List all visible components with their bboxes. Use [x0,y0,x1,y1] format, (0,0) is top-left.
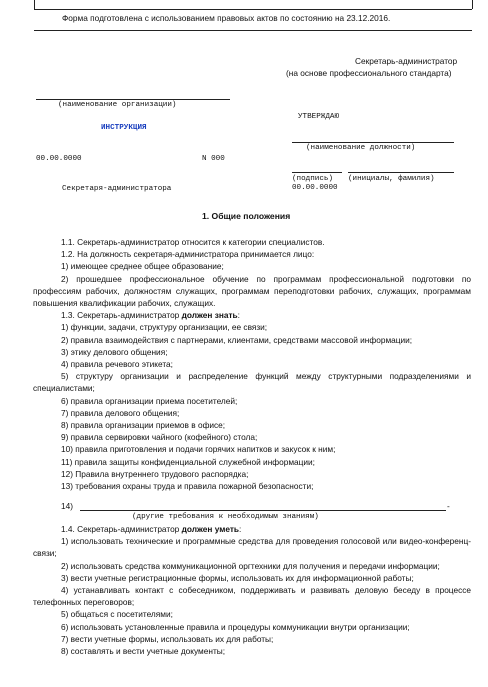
section-title: 1. Общие положения [202,211,291,221]
item-14-caption: (другие требования к необходимым знаниям) [132,513,319,521]
item-14-blank-line [80,510,446,511]
list-item: 5) общаться с посетителями; [61,609,173,620]
para-1-4-prefix: 1.4. Секретарь-администратор [61,524,182,534]
list-item: 11) правила защиты конфиденциальной служебной информации; [61,456,315,467]
approve-date: 00.00.0000 [292,184,338,192]
para-1-3-bold: должен знать [181,310,238,321]
list-item: 8) составлять и вести учетные документы; [61,646,226,657]
para-1-4-bold: должен уметь [181,524,240,534]
doc-number: N 000 [202,155,225,163]
list-item: 4) устанавливать контакт с собеседником, поддерживать и развивать деловую беседу в процессе телефонных переговоров; [33,585,471,608]
list-item: 2) прошедшее профессиональное обучение по программам профессиональной подготовки по профессиям рабочих, должностям служащих, программам переподготовки рабочих, служащих, программам повышения квалификации рабочих, служащих. [33,273,471,309]
doc-subject: Секретаря-администратора [62,185,172,193]
para-1-1: 1.1. Секретарь-администратор относится к категории специалистов. [61,237,325,247]
frame-top-rule [34,9,472,10]
list-item: 7) вести учетные формы, использовать их для работы; [61,633,274,644]
list-item: 1) имеющее среднее общее образование; [61,261,224,272]
item-14-number: 14) [61,501,73,511]
approve-position-line [292,142,454,143]
list-item: 13) требования охраны труда и правила пожарной безопасности; [61,481,314,492]
position-title: Секретарь-администратор [355,56,458,66]
list-item: 7) правила делового общения; [61,407,180,418]
list-item: 9) правила сервировки чайного (кофейного) стола; [61,432,258,443]
frame-right-edge [472,0,473,9]
item-14-tail: - [447,501,450,511]
list-item: 4) правила речевого этикета; [61,359,173,370]
list-item: 6) правила организации приема посетителей; [61,395,238,406]
header-note: Форма подготовлена с использованием правовых актов по состоянию на 23.12.2016. [62,13,391,23]
approve-name-line [348,172,454,173]
frame-left-edge [34,0,35,9]
list-item: 12) Правила внутреннего трудового распорядка; [61,468,249,479]
position-subtitle: (на основе профессионального стандарта) [286,68,452,78]
list-item: 1) функции, задачи, структуру организации, ее связи; [61,322,268,333]
org-line [36,99,230,100]
list-item: 8) правила организации приемов в офисе; [61,420,226,431]
list-item: 6) использовать установленные правила и процедуры коммуникации внутри организации; [61,621,410,632]
para-1-2: 1.2. На должность секретаря-администратора принимается лицо: [61,249,315,260]
approve-word: УТВЕРЖДАЮ [298,113,340,121]
list-item: 2) использовать средства коммуникационной оргтехники для получения и передачи информации; [61,560,440,571]
list-item: 10) правила приготовления и подачи горячих напитков и закусок к ним; [61,444,336,455]
approve-signature-line [292,172,342,173]
para-1-3 [33,309,471,321]
list-item: 3) вести учетные регистрационные формы, использовать их для информационной работы; [61,572,414,583]
approve-position-caption: (наименование должности) [306,144,416,152]
doc-date: 00.00.0000 [36,155,82,163]
list-item: 5) структуру организации и распределение функций между структурными подразделениями и специалистами; [33,371,471,394]
list-item: 3) этику делового общения; [61,346,168,357]
approve-name-caption: (инициалы, фамилия) [348,175,435,183]
list-item: 1) использовать технические и программные средства для проведения голосовой или видео-конференц-связи; [33,536,471,559]
para-1-3-prefix: 1.3. Секретарь-администратор [61,310,182,321]
body-part-2 [33,523,471,657]
body-part-1 [33,236,471,492]
para-1-3-suffix: : [237,310,240,321]
org-caption: (наименование организации) [58,101,177,109]
approve-signature-caption: (подпись) [292,175,334,183]
list-item: 2) правила взаимодействия с партнерами, клиентами, средствами массовой информации; [61,334,413,345]
frame-bottom-rule [34,30,472,31]
doc-type: ИНСТРУКЦИЯ [101,124,147,132]
para-1-4 [33,523,471,535]
para-1-4-suffix: : [239,524,242,534]
